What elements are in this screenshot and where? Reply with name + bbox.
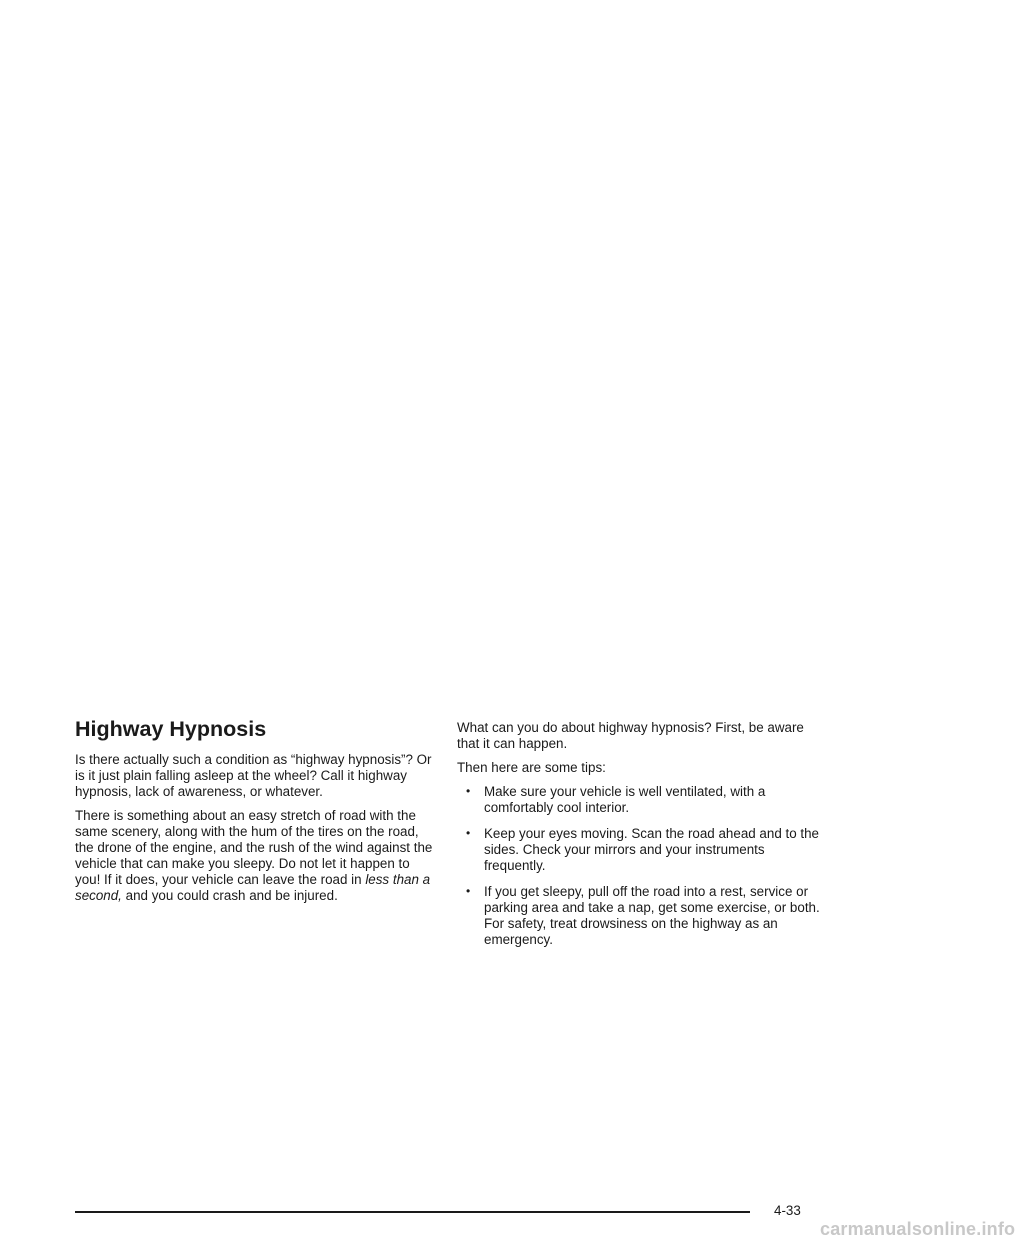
tips-intro: Then here are some tips: bbox=[457, 760, 606, 775]
tip-text: Make sure your vehicle is well ventilated, with a comfortably cool interior. bbox=[484, 784, 766, 815]
tip-text: Keep your eyes moving. Scan the road ahead and to the sides. Check your mirrors and your instruments frequently. bbox=[484, 826, 819, 873]
list-item bbox=[457, 884, 827, 948]
watermark: carmanualsonline.info bbox=[820, 1219, 1015, 1239]
tips-list bbox=[457, 784, 827, 948]
right-column bbox=[457, 720, 827, 958]
section-title: Highway Hypnosis bbox=[75, 717, 267, 741]
list-item bbox=[457, 784, 827, 816]
list-item bbox=[457, 826, 827, 874]
footer-divider bbox=[75, 1211, 750, 1213]
warning-text-end: and you could crash and be injured. bbox=[121, 888, 338, 903]
tip-text: If you get sleepy, pull off the road into a rest, service or parking area and take a nap, get some exercise, or both. For safety, treat drowsiness on the highway as an emergency. bbox=[484, 884, 820, 947]
question-paragraph: What can you do about highway hypnosis? First, be aware that it can happen. bbox=[457, 720, 804, 751]
bullet-icon: • bbox=[466, 826, 471, 840]
intro-paragraph: Is there actually such a condition as “highway hypnosis”? Or is it just plain falling asleep at the wheel? Call it highway hypnosis, lack of awareness, or whatever. bbox=[75, 752, 432, 799]
bullet-icon: • bbox=[466, 784, 471, 798]
warning-text-start: There is something about an easy stretch of road with the same scenery, along with the hum of the tires on the road, the drone of the engine, and the rush of the wind against the vehicle that can make you sleepy. Do not let it happen to you! If it does, your vehicle can leave the road in bbox=[75, 808, 433, 887]
warning-paragraph bbox=[75, 808, 437, 904]
warning-emphasis: less than a second, bbox=[75, 872, 431, 903]
page-number: 4-33 bbox=[774, 1203, 801, 1218]
left-column bbox=[75, 716, 437, 912]
bullet-icon: • bbox=[466, 884, 471, 898]
